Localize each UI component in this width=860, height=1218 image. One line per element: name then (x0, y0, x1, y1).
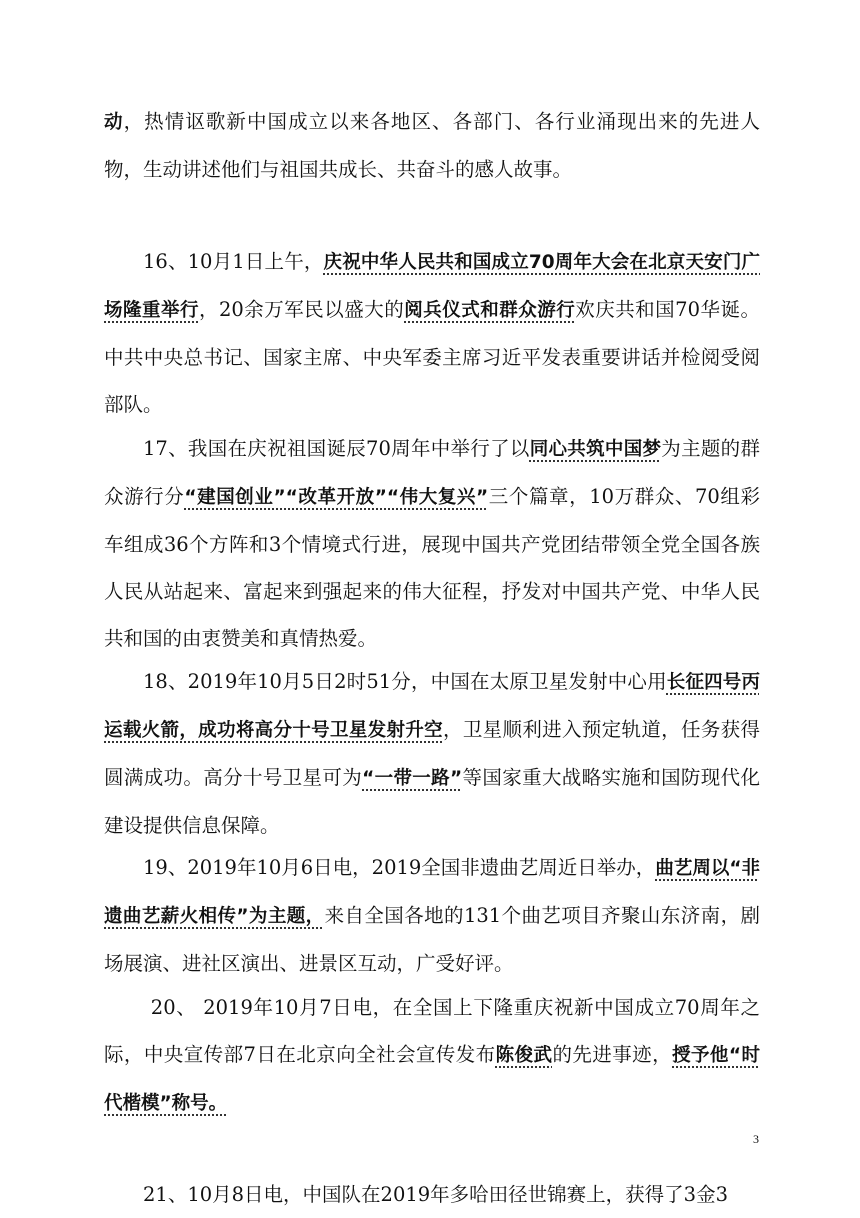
body-text: 20、 2019年10月7日电，在全国上下隆重庆祝新中国成立70周年之际，中央宣传部7日在北京向全社会宣传发布 (104, 996, 760, 1066)
underlined-key-phrase: 长征四号丙运载火箭，成功将高分十号卫星发射升空 (104, 672, 760, 741)
paragraph-item-16 (104, 238, 760, 428)
body-text: 的先进事迹， (552, 1043, 673, 1066)
body-text: 18、2019年10月5日2时51分，中国在太原卫星发射中心用 (143, 670, 667, 693)
paragraph-item-21 (104, 1171, 760, 1218)
paragraph-continuation (104, 98, 760, 193)
body-text: 19、2019年10月6日电，2019全国非遗曲艺周近日举办， (143, 856, 656, 879)
underlined-key-phrase: “一带一路” (362, 768, 463, 789)
paragraph-item-18 (104, 658, 760, 849)
paragraph-item-19 (104, 844, 760, 987)
body-text: ，20余万军民以盛大的 (198, 298, 405, 321)
body-text: 21、10月8日电，中国队在2019年多哈田径世锦赛上，获得了3金3 (143, 1183, 728, 1206)
underlined-key-phrase: 同心共筑中国梦 (529, 439, 662, 460)
paragraph-item-20 (104, 984, 760, 1127)
body-text: 欢庆共和国70华诞。中共中央总书记、国家主席、中央军委主席习近平发表重要讲话并检阅受阅部队。 (104, 298, 760, 416)
body-text: 为主题的群众游行分 (104, 437, 760, 508)
underlined-key-phrase: 陈俊武 (495, 1045, 553, 1066)
bold-text: 动 (104, 112, 124, 133)
body-text: 三个篇章，10万群众、70组彩车组成36个方阵和3个情境式行进，展现中国共产党团结带领全党全国各族人民从站起来、富起来到强起来的伟大征程，抒发对中国共产党、中华人民共和国的由衷赞美和真情热爱。 (104, 485, 760, 650)
paragraph-item-17 (104, 425, 760, 662)
underlined-key-phrase: 庆祝中华人民共和国成立70周年大会在北京天安门广场隆重举行 (104, 252, 760, 321)
body-text: 等国家重大战略实施和国防现代化建设提供信息保障。 (104, 766, 760, 837)
body-text: ，卫星顺利进入预定轨道，任务获得圆满成功。高分十号卫星可为 (104, 718, 760, 789)
body-text: 17、我国在庆祝祖国诞辰70周年中举行了以 (143, 437, 530, 460)
page-number: 3 (753, 1132, 759, 1146)
underlined-key-phrase: 授予他“时代楷模”称号。 (104, 1045, 760, 1114)
body-text: ，热情讴歌新中国成立以来各地区、各部门、各行业涌现出来的先进人物，生动讲述他们与祖国共成长、共奋斗的感人故事。 (104, 110, 760, 181)
body-text: 16、10月1日上午， (143, 250, 324, 273)
underlined-key-phrase: 阅兵仪式和群众游行 (404, 300, 576, 321)
underlined-key-phrase: 曲艺周以“非遗曲艺薪火相传”为主题， (104, 858, 760, 927)
body-text: 来自全国各地的131个曲艺项目齐聚山东济南，剧场展演、进社区演出、进景区互动，广受好评。 (104, 904, 760, 975)
underlined-key-phrase: “建国创业”“改革开放”“伟大复兴” (184, 487, 489, 508)
